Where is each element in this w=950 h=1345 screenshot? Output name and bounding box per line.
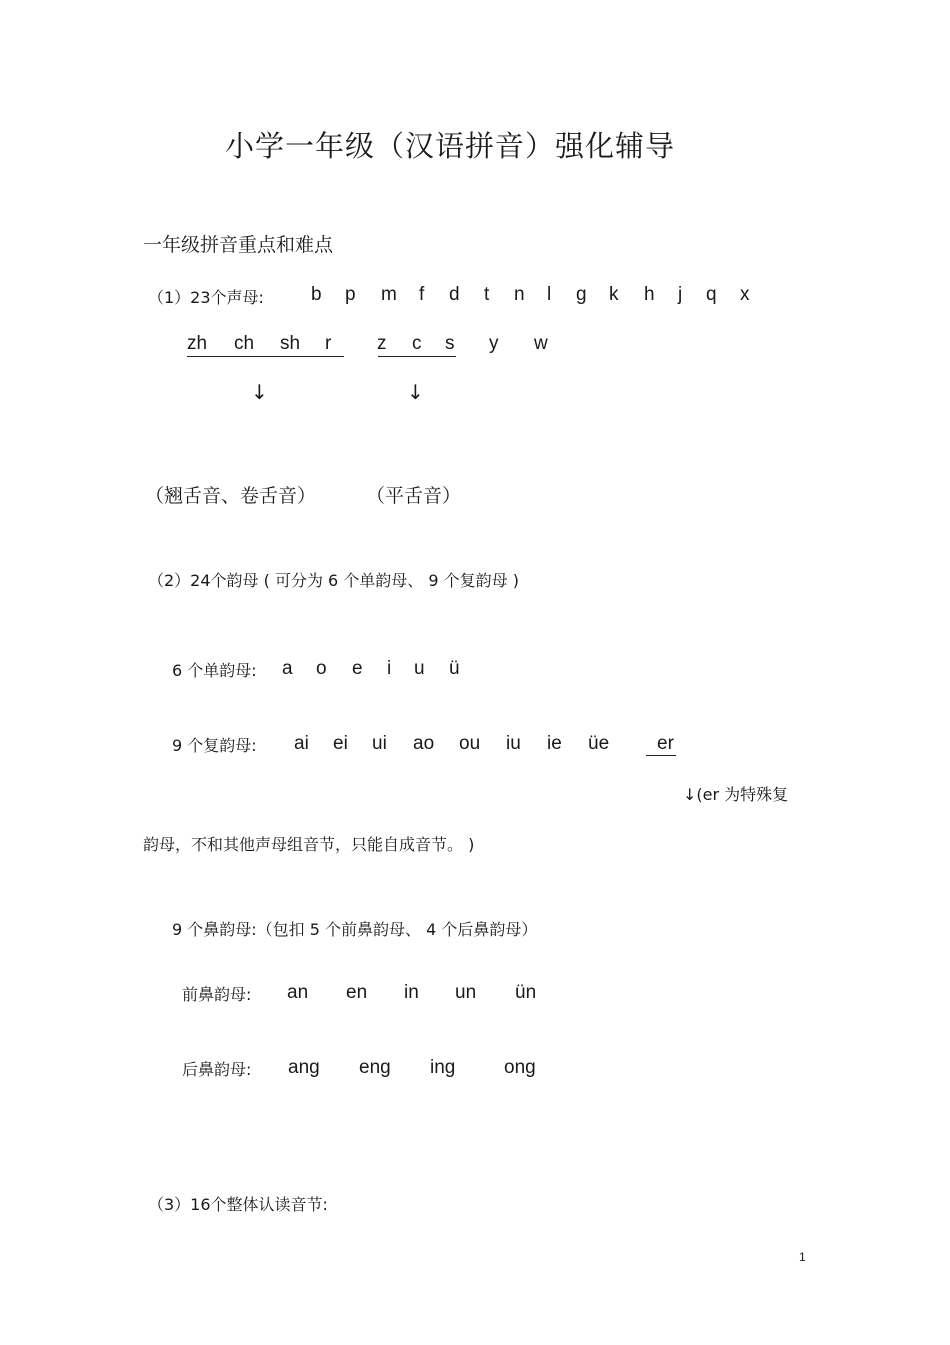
compound-vowel: ei (333, 733, 348, 754)
consonant: h (644, 284, 655, 305)
flat-note: （平舌音） (366, 485, 462, 507)
front-nasal-label: 前鼻韵母: (182, 985, 252, 1004)
consonants-label: （1）23个声母: (148, 288, 264, 307)
compound-vowels-label: 9 个复韵母: (172, 736, 257, 755)
consonant: q (706, 284, 717, 305)
consonant: t (484, 284, 490, 305)
er-note-continued: 韵母，不和其他声母组音节，只能自成音节。 ) (143, 835, 475, 854)
consonant: p (345, 284, 356, 305)
down-arrow-icon: ↓ (407, 380, 424, 404)
consonant: d (449, 284, 460, 305)
section-heading: 一年级拼音重点和难点 (143, 234, 334, 256)
consonant: n (514, 284, 525, 305)
flat-consonant: s (445, 333, 455, 354)
compound-vowel: ui (372, 733, 387, 754)
retroflex-consonant: zh (187, 333, 208, 354)
front-nasal-vowel: un (455, 982, 477, 1003)
back-nasal-label: 后鼻韵母: (182, 1060, 252, 1079)
flat-underline (378, 356, 456, 357)
retroflex-consonant: ch (234, 333, 255, 354)
front-nasal-vowel: ün (515, 982, 537, 1003)
compound-vowel: ai (294, 733, 309, 754)
single-vowel: i (387, 658, 392, 679)
retroflex-consonant: sh (280, 333, 301, 354)
er-underline (646, 755, 676, 756)
nasal-vowels-label: 9 个鼻韵母:（包扣 5 个前鼻韵母、 4 个后鼻韵母） (172, 920, 538, 939)
flat-consonant: z (377, 333, 387, 354)
compound-vowel: üe (588, 733, 610, 754)
single-vowel: a (282, 658, 293, 679)
consonant: j (678, 284, 683, 305)
page-title: 小学一年级（汉语拼音）强化辅导 (224, 129, 675, 163)
single-vowels-label: 6 个单韵母: (172, 661, 257, 680)
compound-vowel: iu (506, 733, 521, 754)
whole-syllables-label: （3）16个整体认读音节: (148, 1195, 328, 1214)
er-note: ↓(er 为特殊复 (683, 785, 789, 804)
special-vowel-er: er (657, 733, 674, 754)
flat-consonant: c (412, 333, 422, 354)
consonant: g (576, 284, 587, 305)
single-vowel: ü (449, 658, 460, 679)
consonant: f (419, 284, 425, 305)
single-vowel: u (414, 658, 425, 679)
single-vowel: o (316, 658, 327, 679)
back-nasal-vowel: eng (359, 1057, 391, 1078)
page-number: 1 (799, 1250, 806, 1264)
consonant: y (489, 333, 499, 354)
front-nasal-vowel: an (287, 982, 309, 1003)
compound-vowel: ou (459, 733, 481, 754)
down-arrow-icon: ↓ (251, 380, 268, 404)
retroflex-consonant: r (325, 333, 332, 354)
consonant: b (311, 284, 322, 305)
consonant: m (381, 284, 397, 305)
front-nasal-vowel: en (346, 982, 368, 1003)
back-nasal-vowel: ong (504, 1057, 536, 1078)
compound-vowel: ie (547, 733, 562, 754)
vowels-label: （2）24个韵母 ( 可分为 6 个单韵母、 9 个复韵母 ) (148, 571, 519, 590)
single-vowel: e (352, 658, 363, 679)
front-nasal-vowel: in (404, 982, 419, 1003)
compound-vowel: ao (413, 733, 435, 754)
consonant: k (609, 284, 619, 305)
retroflex-underline (187, 356, 344, 357)
retroflex-note: （翘舌音、卷舌音） (145, 485, 317, 507)
back-nasal-vowel: ang (288, 1057, 320, 1078)
consonant: l (547, 284, 552, 305)
consonant: x (740, 284, 750, 305)
consonant: w (534, 333, 548, 354)
back-nasal-vowel: ing (430, 1057, 456, 1078)
